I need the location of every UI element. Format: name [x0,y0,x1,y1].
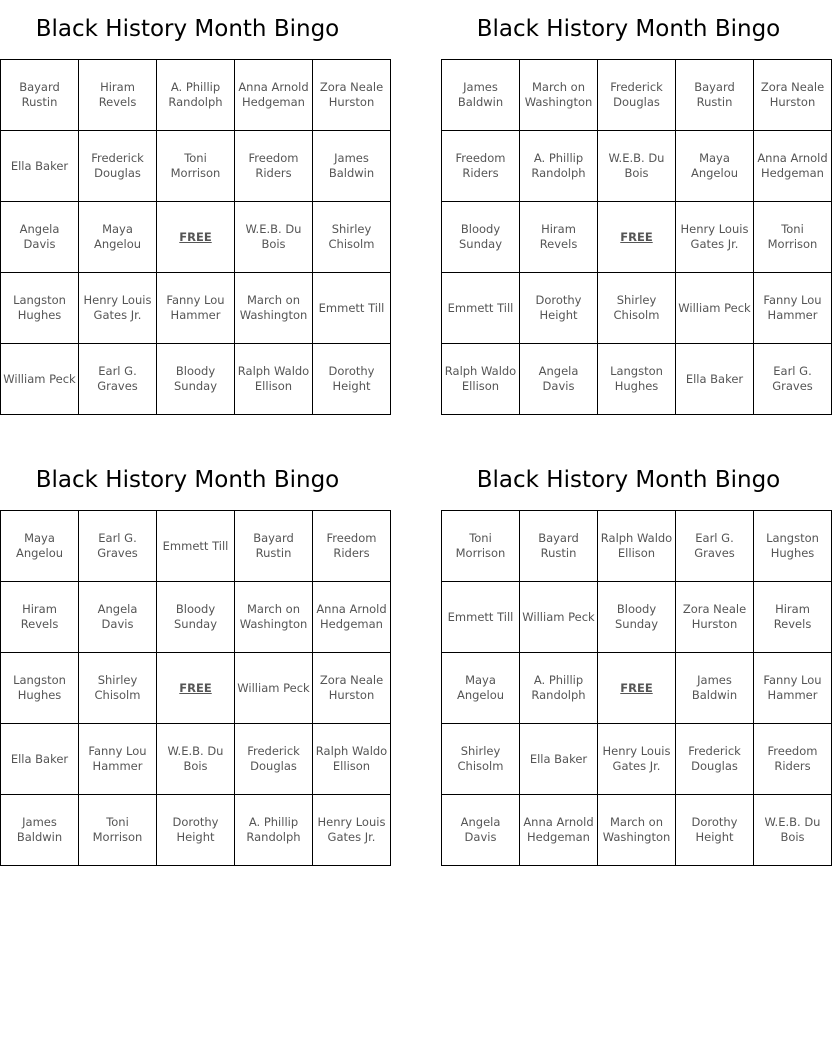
bingo-cell: Emmett Till [442,582,520,653]
bingo-row [1,131,391,202]
bingo-cell: Ella Baker [520,724,598,795]
bingo-cell: James Baldwin [676,653,754,724]
bingo-cell: Anna Arnold Hedgeman [235,60,313,131]
bingo-cell: Ella Baker [1,131,79,202]
bingo-cell: Frederick Douglas [676,724,754,795]
bingo-cell: Angela Davis [520,344,598,415]
bingo-cell: Langston Hughes [1,653,79,724]
bingo-cell: Fanny Lou Hammer [754,653,832,724]
free-space: FREE [157,653,235,724]
bingo-row [1,344,391,415]
bingo-cell: Zora Neale Hurston [676,582,754,653]
bingo-cell: Ella Baker [676,344,754,415]
bingo-cell: Earl G. Graves [754,344,832,415]
bingo-cell: Ralph Waldo Ellison [442,344,520,415]
bingo-row [1,582,391,653]
bingo-row [1,273,391,344]
bingo-cell: Freedom Riders [754,724,832,795]
bingo-cell: William Peck [1,344,79,415]
bingo-cell: A. Phillip Randolph [157,60,235,131]
bingo-cell: Bloody Sunday [157,582,235,653]
bingo-cell: Bloody Sunday [598,582,676,653]
bingo-row [442,273,832,344]
bingo-cell: Maya Angelou [442,653,520,724]
bingo-row [442,582,832,653]
bingo-cell: Henry Louis Gates Jr. [313,795,391,866]
bingo-cell: March on Washington [520,60,598,131]
bingo-cell: Freedom Riders [235,131,313,202]
bingo-cell: Toni Morrison [157,131,235,202]
bingo-cell: A. Phillip Randolph [520,653,598,724]
bingo-cell: Frederick Douglas [235,724,313,795]
bingo-cell: Shirley Chisolm [598,273,676,344]
bingo-cell: Hiram Revels [754,582,832,653]
bingo-cell: James Baldwin [442,60,520,131]
bingo-cell: Earl G. Graves [79,511,157,582]
bingo-cell: Ella Baker [1,724,79,795]
bingo-row [1,653,391,724]
bingo-cell: Fanny Lou Hammer [754,273,832,344]
bingo-cell: Emmett Till [157,511,235,582]
bingo-row [442,511,832,582]
bingo-cell: Ralph Waldo Ellison [235,344,313,415]
bingo-cell: Shirley Chisolm [79,653,157,724]
bingo-row [442,60,832,131]
bingo-cell: Emmett Till [442,273,520,344]
bingo-cell: Angela Davis [1,202,79,273]
bingo-cell: Fanny Lou Hammer [157,273,235,344]
bingo-cell: Ralph Waldo Ellison [313,724,391,795]
bingo-cell: Hiram Revels [79,60,157,131]
bingo-cell: William Peck [235,653,313,724]
bingo-cell: James Baldwin [313,131,391,202]
bingo-cell: W.E.B. Du Bois [235,202,313,273]
bingo-cell: Frederick Douglas [598,60,676,131]
bingo-cell: Langston Hughes [754,511,832,582]
bingo-cell: Maya Angelou [676,131,754,202]
bingo-cell: Shirley Chisolm [442,724,520,795]
bingo-grid [0,510,391,866]
bingo-cell: Angela Davis [79,582,157,653]
bingo-cell: Toni Morrison [79,795,157,866]
bingo-cell: W.E.B. Du Bois [598,131,676,202]
bingo-cell: Anna Arnold Hedgeman [520,795,598,866]
bingo-row [1,511,391,582]
bingo-row [1,795,391,866]
bingo-cell: Dorothy Height [520,273,598,344]
bingo-cell: Frederick Douglas [79,131,157,202]
bingo-cell: Freedom Riders [442,131,520,202]
free-space: FREE [598,653,676,724]
bingo-cell: W.E.B. Du Bois [754,795,832,866]
bingo-cell: March on Washington [235,582,313,653]
bingo-row [1,202,391,273]
free-space: FREE [598,202,676,273]
bingo-row [442,202,832,273]
bingo-cell: A. Phillip Randolph [235,795,313,866]
bingo-cell: Ralph Waldo Ellison [598,511,676,582]
card-title: Black History Month Bingo [35,16,340,42]
bingo-cell: Bayard Rustin [235,511,313,582]
bingo-cell: Shirley Chisolm [313,202,391,273]
bingo-cell: Bloody Sunday [442,202,520,273]
bingo-row [442,131,832,202]
bingo-cell: Fanny Lou Hammer [79,724,157,795]
bingo-cell: Hiram Revels [520,202,598,273]
bingo-cell: A. Phillip Randolph [520,131,598,202]
bingo-cell: March on Washington [235,273,313,344]
bingo-cell: Zora Neale Hurston [313,653,391,724]
bingo-cell: W.E.B. Du Bois [157,724,235,795]
bingo-cell: Zora Neale Hurston [313,60,391,131]
bingo-cell: Angela Davis [442,795,520,866]
bingo-cell: William Peck [520,582,598,653]
bingo-cell: Toni Morrison [442,511,520,582]
bingo-cell: Bayard Rustin [676,60,754,131]
bingo-row [442,724,832,795]
bingo-cell: Dorothy Height [676,795,754,866]
bingo-grid [441,59,832,415]
bingo-cell: Earl G. Graves [79,344,157,415]
free-space: FREE [157,202,235,273]
bingo-cell: Earl G. Graves [676,511,754,582]
bingo-row [442,795,832,866]
bingo-cell: March on Washington [598,795,676,866]
bingo-grid [441,510,832,866]
bingo-cell: Dorothy Height [313,344,391,415]
bingo-cell: Anna Arnold Hedgeman [754,131,832,202]
card-title: Black History Month Bingo [476,16,781,42]
bingo-cell: Anna Arnold Hedgeman [313,582,391,653]
bingo-cell: Toni Morrison [754,202,832,273]
bingo-cell: William Peck [676,273,754,344]
bingo-cell: Emmett Till [313,273,391,344]
card-title: Black History Month Bingo [476,467,781,493]
bingo-cell: Freedom Riders [313,511,391,582]
bingo-cell: Zora Neale Hurston [754,60,832,131]
bingo-cell: Dorothy Height [157,795,235,866]
bingo-cell: Langston Hughes [598,344,676,415]
bingo-grid [0,59,391,415]
bingo-cell: Maya Angelou [79,202,157,273]
bingo-cell: James Baldwin [1,795,79,866]
bingo-cell: Henry Louis Gates Jr. [676,202,754,273]
bingo-cell: Bloody Sunday [157,344,235,415]
card-title: Black History Month Bingo [35,467,340,493]
bingo-cell: Maya Angelou [1,511,79,582]
bingo-row [442,653,832,724]
bingo-cell: Hiram Revels [1,582,79,653]
bingo-cell: Henry Louis Gates Jr. [598,724,676,795]
bingo-row [1,724,391,795]
bingo-cell: Henry Louis Gates Jr. [79,273,157,344]
bingo-cell: Bayard Rustin [520,511,598,582]
bingo-cell: Langston Hughes [1,273,79,344]
bingo-row [1,60,391,131]
bingo-row [442,344,832,415]
bingo-cell: Bayard Rustin [1,60,79,131]
